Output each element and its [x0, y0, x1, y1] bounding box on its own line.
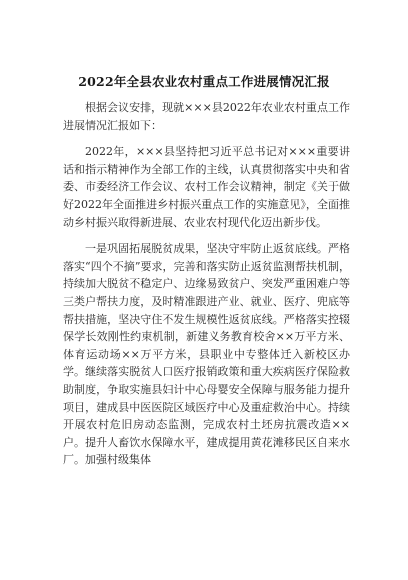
paragraph-intro: 根据会议安排，现就×××县2022年农业农村重点工作进展情况汇报如下：	[63, 101, 350, 132]
document-title: 2022年全县农业农村重点工作进展情况汇报	[78, 74, 330, 89]
paragraph-overview: 2022年，×××县坚持把习近平总书记对×××重要讲话和指示精神作为全部工作的主线，认真贯彻落实中央和省委、市委经济工作会议、农村工作会议精神，制定《关于做好2022年全面推进乡村振兴重点工作的实施意见》，全面推动乡村振兴取得新进展、农业农村现代化迈出新步伐。	[63, 145, 350, 229]
paragraph-poverty-consolidation: 一是巩固拓展脱贫成果，坚决守牢防止返贫底线。严格落实“四个不摘”要求，完善和落实防止返贫监测帮扶机制，持续加大脱贫不稳定户、边缘易致贫户、突发严重困难户等三类户帮扶力度，及时精准跟进产业、就业、医疗、兜底等帮扶措施，坚决守住不发生规模性返贫底线。严格落实控辍保学长效刚性约束机制，新建义务教育校舍××万平方米、体育运动场××万平方米，县职业中专整体迁入新校区办学。继续落实脱贫人口医疗报销政策和重大疾病医疗保险救助制度，争取实施县妇计中心母婴安全保障与服务能力提升项目，建成县中医医院区域医疗中心及重症救治中心。持续开展农村危旧房动态监测，完成农村土坯房抗震改造××户。提升人畜饮水保障水平，建成提用黄花滩移民区自来水厂。加强村级集体	[63, 242, 350, 467]
document-body	[63, 99, 350, 469]
